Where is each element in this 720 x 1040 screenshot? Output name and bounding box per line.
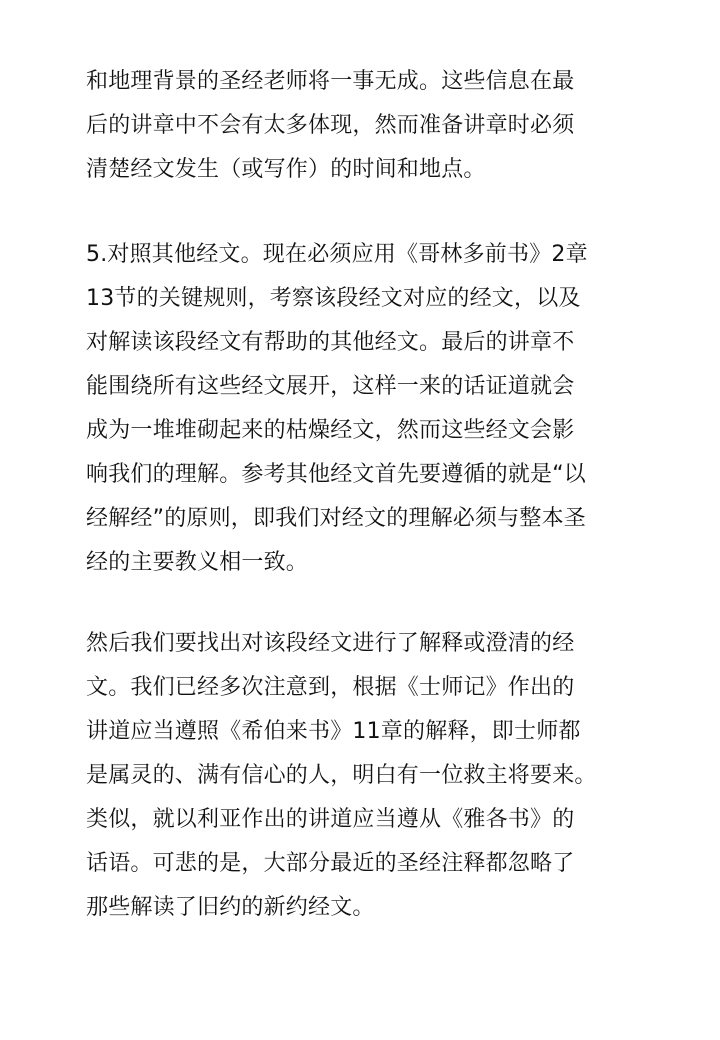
text-line: 然后我们要找出对该段经文进行了解释或澄清的经 — [86, 631, 575, 656]
text-line: 成为一堆堆砌起来的枯燥经文，然而这些经文会影 — [86, 418, 575, 443]
text-line: 经的主要教义相一致。 — [86, 550, 309, 575]
text-line: 5.对照其他经文。现在必须应用《哥林多前书》2章 — [86, 242, 588, 267]
text-line: 话语。可悲的是，大部分最近的圣经注释都忽略了 — [86, 851, 575, 876]
paragraph-compare-scriptures — [86, 233, 646, 585]
text-line: 经解经”的原则，即我们对经文的理解必须与整本圣 — [86, 506, 586, 531]
text-line: 后的讲章中不会有太多体现，然而准备讲章时必须 — [86, 113, 575, 138]
paragraph-geographic-background — [86, 60, 646, 192]
text-line: 响我们的理解。参考其他经文首先要遵循的就是“以 — [86, 462, 586, 487]
text-line: 那些解读了旧约的新约经文。 — [86, 895, 375, 920]
text-line: 清楚经文发生（或写作）的时间和地点。 — [86, 157, 486, 182]
text-line: 13节的关键规则，考察该段经文对应的经文，以及 — [86, 286, 581, 311]
text-line: 和地理背景的圣经老师将一事无成。这些信息在最 — [86, 69, 575, 94]
text-line: 是属灵的、满有信心的人，明白有一位救主将要来。 — [86, 763, 597, 788]
text-line: 对解读该段经文有帮助的其他经文。最后的讲章不 — [86, 330, 575, 355]
paragraph-explaining-scriptures — [86, 622, 646, 930]
text-line: 讲道应当遵照《希伯来书》11章的解释，即士师都 — [86, 719, 581, 744]
text-line: 类似，就以利亚作出的讲道应当遵从《雅各书》的 — [86, 807, 575, 832]
text-line: 文。我们已经多次注意到，根据《士师记》作出的 — [86, 675, 575, 700]
text-line: 能围绕所有这些经文展开，这样一来的话证道就会 — [86, 374, 575, 399]
